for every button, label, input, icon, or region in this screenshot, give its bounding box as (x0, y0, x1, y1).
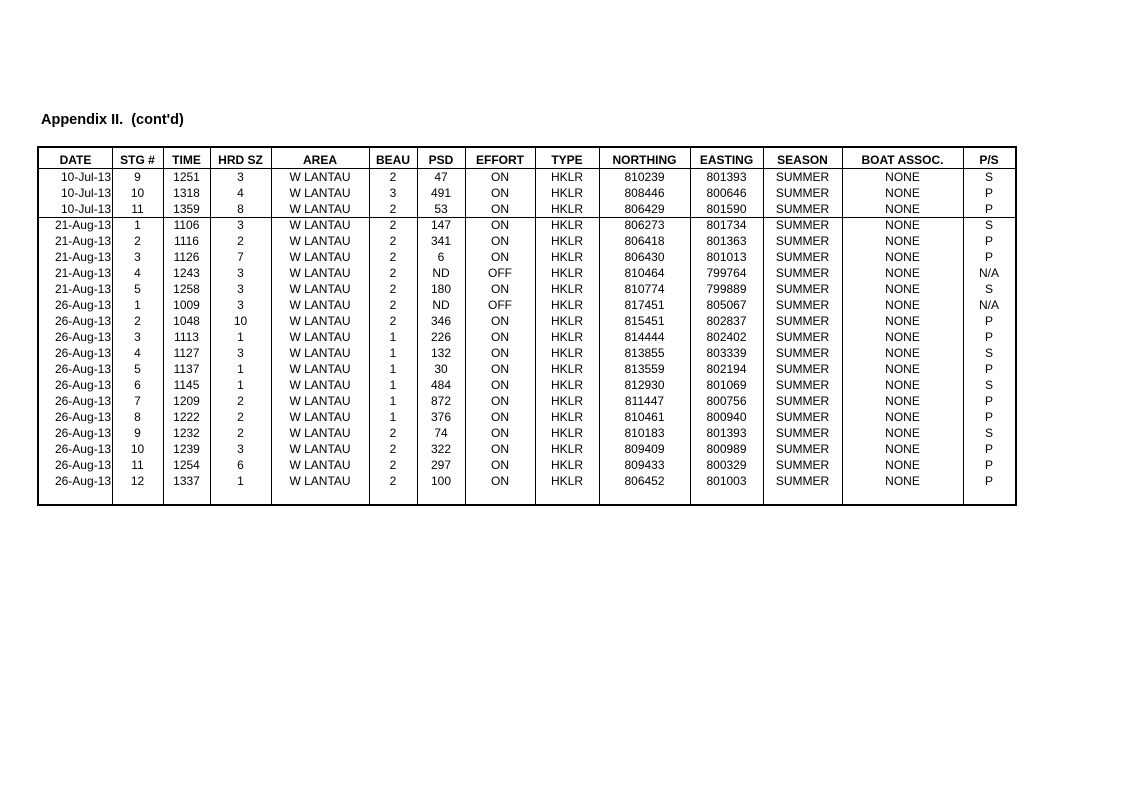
cell-easting: 803339 (706, 346, 747, 360)
cell-area: W LANTAU (289, 474, 351, 488)
cell-ps: P (984, 442, 993, 456)
cell-psd: 74 (434, 426, 448, 440)
column-header-beau: BEAU (375, 153, 410, 167)
cell-ps: P (984, 330, 993, 344)
cell-psd: 484 (430, 378, 452, 392)
cell-psd: 132 (430, 346, 452, 360)
cell-stg: 12 (130, 474, 145, 488)
column-header-psd: PSD (428, 153, 454, 167)
cell-effort: ON (491, 458, 509, 472)
cell-easting: 801590 (706, 202, 747, 216)
cell-date: 26-Aug-13 (54, 458, 111, 472)
cell-boat-assoc: NONE (885, 202, 920, 216)
cell-northing: 815451 (624, 314, 665, 328)
column-header-hrd-sz: HRD SZ (218, 153, 263, 167)
cell-time: 1145 (173, 378, 200, 392)
cell-area: W LANTAU (289, 170, 351, 184)
cell-time: 1239 (173, 442, 200, 456)
cell-stg: 10 (130, 442, 145, 456)
cell-time: 1243 (173, 266, 200, 280)
cell-psd: 491 (430, 186, 452, 200)
cell-psd: 180 (430, 282, 452, 296)
cell-boat-assoc: NONE (885, 458, 920, 472)
cell-time: 1232 (173, 426, 200, 440)
cell-stg: 7 (134, 394, 141, 408)
cell-time: 1106 (173, 218, 200, 232)
cell-ps: S (984, 346, 993, 360)
cell-stg: 2 (134, 234, 141, 248)
cell-season: SUMMER (775, 458, 830, 472)
cell-beau: 1 (389, 378, 397, 392)
cell-season: SUMMER (775, 362, 830, 376)
cell-effort: OFF (488, 298, 512, 312)
cell-northing: 806418 (624, 234, 665, 248)
cell-hrd-sz: 3 (237, 282, 244, 296)
cell-hrd-sz: 1 (237, 362, 244, 376)
cell-easting: 800329 (706, 458, 747, 472)
cell-date: 26-Aug-13 (54, 314, 111, 328)
cell-northing: 809409 (624, 442, 665, 456)
cell-type: HKLR (550, 170, 583, 184)
cell-season: SUMMER (775, 186, 830, 200)
cell-stg: 3 (134, 330, 141, 344)
cell-easting: 800989 (706, 442, 747, 456)
cell-stg: 3 (134, 250, 141, 264)
cell-boat-assoc: NONE (885, 218, 920, 232)
cell-season: SUMMER (775, 474, 830, 488)
cell-boat-assoc: NONE (885, 426, 920, 440)
cell-season: SUMMER (775, 378, 830, 392)
cell-date: 26-Aug-13 (54, 394, 111, 408)
cell-psd: 6 (437, 250, 445, 264)
cell-beau: 2 (389, 314, 397, 328)
cell-hrd-sz: 3 (237, 170, 244, 184)
cell-boat-assoc: NONE (885, 330, 920, 344)
cell-boat-assoc: NONE (885, 394, 920, 408)
cell-easting: 801013 (706, 250, 747, 264)
cell-season: SUMMER (775, 250, 830, 264)
cell-beau: 2 (389, 250, 397, 264)
cell-boat-assoc: NONE (885, 346, 920, 360)
cell-beau: 2 (389, 282, 397, 296)
cell-hrd-sz: 4 (237, 186, 244, 200)
cell-boat-assoc: NONE (885, 266, 920, 280)
cell-northing: 808446 (624, 186, 665, 200)
cell-type: HKLR (550, 426, 583, 440)
column-header-easting: EASTING (699, 153, 754, 167)
column-header-season: SEASON (777, 153, 828, 167)
cell-ps: S (984, 218, 993, 232)
cell-effort: ON (491, 170, 509, 184)
cell-easting: 800756 (706, 394, 747, 408)
cell-time: 1209 (173, 394, 200, 408)
cell-psd: 297 (430, 458, 452, 472)
cell-stg: 4 (134, 266, 141, 280)
cell-effort: ON (491, 362, 509, 376)
cell-effort: ON (491, 218, 509, 232)
cell-season: SUMMER (775, 170, 830, 184)
cell-area: W LANTAU (289, 282, 351, 296)
cell-northing: 806430 (624, 250, 665, 264)
cell-hrd-sz: 6 (237, 458, 244, 472)
cell-effort: ON (491, 474, 509, 488)
cell-season: SUMMER (775, 394, 830, 408)
cell-boat-assoc: NONE (885, 474, 920, 488)
cell-season: SUMMER (775, 314, 830, 328)
cell-northing: 817451 (624, 298, 665, 312)
cell-area: W LANTAU (289, 266, 351, 280)
cell-date: 10-Jul-13 (60, 202, 111, 216)
cell-area: W LANTAU (289, 186, 351, 200)
cell-area: W LANTAU (289, 394, 351, 408)
cell-boat-assoc: NONE (885, 378, 920, 392)
cell-effort: ON (491, 202, 509, 216)
cell-easting: 802194 (706, 362, 747, 376)
cell-time: 1222 (173, 410, 200, 424)
cell-date: 21-Aug-13 (54, 250, 111, 264)
cell-beau: 1 (389, 362, 397, 376)
cell-stg: 6 (134, 378, 141, 392)
cell-hrd-sz: 3 (237, 298, 244, 312)
cell-type: HKLR (550, 314, 583, 328)
cell-effort: ON (491, 442, 509, 456)
cell-ps: P (984, 362, 993, 376)
cell-beau: 1 (389, 410, 397, 424)
cell-area: W LANTAU (289, 378, 351, 392)
cell-northing: 806429 (624, 202, 665, 216)
cell-beau: 2 (389, 170, 397, 184)
cell-hrd-sz: 3 (237, 218, 244, 232)
cell-beau: 1 (389, 330, 397, 344)
cell-ps: N/A (978, 266, 999, 280)
cell-easting: 802837 (706, 314, 747, 328)
cell-beau: 2 (389, 266, 397, 280)
cell-area: W LANTAU (289, 426, 351, 440)
cell-beau: 3 (389, 186, 397, 200)
cell-time: 1137 (173, 362, 200, 376)
column-header-date: DATE (59, 153, 92, 167)
cell-hrd-sz: 2 (237, 394, 244, 408)
cell-northing: 812930 (624, 378, 665, 392)
cell-effort: ON (491, 378, 509, 392)
cell-type: HKLR (550, 282, 583, 296)
cell-hrd-sz: 3 (237, 346, 244, 360)
cell-beau: 2 (389, 458, 397, 472)
cell-northing: 806273 (624, 218, 665, 232)
cell-date: 26-Aug-13 (54, 346, 111, 360)
data-table (37, 146, 1017, 506)
cell-stg: 8 (134, 410, 141, 424)
cell-ps: P (984, 474, 993, 488)
cell-season: SUMMER (775, 346, 830, 360)
cell-hrd-sz: 3 (237, 442, 244, 456)
cell-area: W LANTAU (289, 458, 351, 472)
cell-area: W LANTAU (289, 234, 351, 248)
cell-easting: 800940 (706, 410, 747, 424)
cell-date: 10-Jul-13 (60, 170, 111, 184)
cell-stg: 2 (134, 314, 141, 328)
cell-hrd-sz: 1 (237, 474, 244, 488)
cell-stg: 1 (134, 298, 141, 312)
cell-ps: S (984, 282, 993, 296)
cell-psd: 341 (430, 234, 452, 248)
cell-easting: 799889 (706, 282, 747, 296)
cell-boat-assoc: NONE (885, 442, 920, 456)
cell-northing: 810774 (624, 282, 665, 296)
cell-psd: 346 (430, 314, 452, 328)
cell-type: HKLR (550, 186, 583, 200)
cell-ps: N/A (978, 298, 999, 312)
cell-hrd-sz: 10 (233, 314, 248, 328)
cell-date: 26-Aug-13 (54, 442, 111, 456)
cell-boat-assoc: NONE (885, 186, 920, 200)
cell-date: 21-Aug-13 (54, 218, 111, 232)
cell-type: HKLR (550, 266, 583, 280)
cell-time: 1337 (173, 474, 200, 488)
cell-stg: 5 (134, 362, 141, 376)
cell-northing: 806452 (624, 474, 665, 488)
cell-time: 1251 (173, 170, 200, 184)
cell-easting: 805067 (706, 298, 747, 312)
cell-stg: 1 (134, 218, 141, 232)
cell-date: 26-Aug-13 (54, 330, 111, 344)
column-header-time: TIME (172, 153, 201, 167)
cell-psd: ND (432, 298, 450, 312)
cell-season: SUMMER (775, 266, 830, 280)
cell-psd: 322 (430, 442, 452, 456)
cell-season: SUMMER (775, 442, 830, 456)
cell-hrd-sz: 7 (237, 250, 244, 264)
cell-ps: P (984, 250, 993, 264)
cell-psd: ND (432, 266, 450, 280)
cell-stg: 4 (134, 346, 141, 360)
cell-area: W LANTAU (289, 202, 351, 216)
cell-boat-assoc: NONE (885, 250, 920, 264)
cell-date: 26-Aug-13 (54, 378, 111, 392)
cell-psd: 147 (430, 218, 452, 232)
cell-area: W LANTAU (289, 330, 351, 344)
cell-date: 21-Aug-13 (54, 282, 111, 296)
cell-effort: ON (491, 410, 509, 424)
cell-easting: 801734 (706, 218, 747, 232)
cell-time: 1126 (173, 250, 200, 264)
cell-type: HKLR (550, 410, 583, 424)
cell-date: 21-Aug-13 (54, 266, 111, 280)
cell-effort: ON (491, 426, 509, 440)
cell-type: HKLR (550, 234, 583, 248)
cell-ps: P (984, 410, 993, 424)
cell-easting: 801393 (706, 170, 747, 184)
cell-effort: ON (491, 250, 509, 264)
cell-psd: 100 (430, 474, 452, 488)
cell-beau: 2 (389, 474, 397, 488)
cell-date: 26-Aug-13 (54, 426, 111, 440)
cell-northing: 813855 (624, 346, 665, 360)
cell-boat-assoc: NONE (885, 282, 920, 296)
cell-date: 26-Aug-13 (54, 410, 111, 424)
cell-date: 26-Aug-13 (54, 362, 111, 376)
cell-area: W LANTAU (289, 410, 351, 424)
cell-season: SUMMER (775, 218, 830, 232)
cell-easting: 801363 (706, 234, 747, 248)
cell-ps: P (984, 458, 993, 472)
appendix-heading: Appendix II. (cont'd) (41, 112, 184, 128)
cell-hrd-sz: 1 (237, 330, 244, 344)
cell-stg: 5 (134, 282, 141, 296)
cell-hrd-sz: 1 (237, 378, 244, 392)
cell-beau: 2 (389, 218, 397, 232)
cell-psd: 53 (434, 202, 448, 216)
cell-stg: 9 (134, 170, 141, 184)
cell-ps: S (984, 170, 993, 184)
cell-hrd-sz: 8 (237, 202, 244, 216)
cell-date: 21-Aug-13 (54, 234, 111, 248)
cell-beau: 2 (389, 298, 397, 312)
cell-ps: S (984, 378, 993, 392)
cell-hrd-sz: 2 (237, 426, 244, 440)
cell-time: 1009 (173, 298, 200, 312)
cell-psd: 47 (434, 170, 448, 184)
cell-boat-assoc: NONE (885, 298, 920, 312)
cell-psd: 30 (434, 362, 448, 376)
cell-type: HKLR (550, 346, 583, 360)
cell-season: SUMMER (775, 234, 830, 248)
cell-northing: 809433 (624, 458, 665, 472)
cell-beau: 2 (389, 442, 397, 456)
cell-season: SUMMER (775, 202, 830, 216)
cell-northing: 810461 (624, 410, 665, 424)
cell-northing: 810464 (624, 266, 665, 280)
cell-effort: ON (491, 234, 509, 248)
column-header-northing: NORTHING (612, 153, 677, 167)
cell-ps: P (984, 394, 993, 408)
cell-effort: ON (491, 314, 509, 328)
cell-boat-assoc: NONE (885, 314, 920, 328)
cell-date: 10-Jul-13 (60, 186, 111, 200)
cell-northing: 811447 (624, 394, 665, 408)
cell-type: HKLR (550, 218, 583, 232)
cell-type: HKLR (550, 458, 583, 472)
cell-ps: P (984, 186, 993, 200)
cell-type: HKLR (550, 442, 583, 456)
cell-area: W LANTAU (289, 346, 351, 360)
cell-stg: 10 (130, 186, 145, 200)
cell-ps: P (984, 314, 993, 328)
cell-ps: P (984, 202, 993, 216)
cell-boat-assoc: NONE (885, 362, 920, 376)
cell-easting: 800646 (706, 186, 747, 200)
cell-time: 1113 (174, 330, 199, 344)
column-header-stg: STG # (120, 153, 155, 167)
cell-time: 1318 (173, 186, 200, 200)
cell-type: HKLR (550, 474, 583, 488)
cell-time: 1048 (173, 314, 200, 328)
cell-hrd-sz: 3 (237, 266, 244, 280)
cell-type: HKLR (550, 298, 583, 312)
cell-stg: 11 (131, 458, 144, 472)
cell-beau: 2 (389, 202, 397, 216)
cell-psd: 872 (430, 394, 452, 408)
column-header-area: AREA (302, 153, 337, 167)
cell-hrd-sz: 2 (237, 410, 244, 424)
cell-area: W LANTAU (289, 218, 351, 232)
cell-psd: 226 (430, 330, 452, 344)
column-header-type: TYPE (551, 153, 583, 167)
column-header-ps: P/S (979, 153, 999, 167)
cell-boat-assoc: NONE (885, 234, 920, 248)
cell-season: SUMMER (775, 426, 830, 440)
cell-area: W LANTAU (289, 442, 351, 456)
cell-northing: 810183 (624, 426, 665, 440)
cell-effort: ON (491, 186, 509, 200)
cell-easting: 802402 (706, 330, 747, 344)
cell-type: HKLR (550, 202, 583, 216)
cell-easting: 801003 (706, 474, 747, 488)
cell-effort: ON (491, 394, 509, 408)
cell-type: HKLR (550, 330, 583, 344)
cell-easting: 799764 (706, 266, 747, 280)
cell-hrd-sz: 2 (237, 234, 244, 248)
cell-stg: 9 (134, 426, 141, 440)
cell-season: SUMMER (775, 282, 830, 296)
cell-area: W LANTAU (289, 362, 351, 376)
cell-ps: S (984, 426, 993, 440)
cell-season: SUMMER (775, 298, 830, 312)
cell-season: SUMMER (775, 330, 830, 344)
cell-effort: ON (491, 282, 509, 296)
cell-ps: P (984, 234, 993, 248)
cell-time: 1127 (173, 346, 200, 360)
cell-beau: 1 (389, 346, 397, 360)
cell-type: HKLR (550, 362, 583, 376)
cell-easting: 801069 (706, 378, 747, 392)
cell-boat-assoc: NONE (885, 170, 920, 184)
cell-date: 26-Aug-13 (54, 298, 111, 312)
cell-date: 26-Aug-13 (54, 474, 111, 488)
cell-northing: 814444 (624, 330, 665, 344)
cell-beau: 2 (389, 426, 397, 440)
cell-area: W LANTAU (289, 298, 351, 312)
cell-beau: 2 (389, 234, 397, 248)
column-header-boat-assoc: BOAT ASSOC. (861, 153, 944, 167)
cell-time: 1254 (173, 458, 200, 472)
cell-northing: 813559 (624, 362, 665, 376)
column-header-effort: EFFORT (476, 153, 524, 167)
cell-beau: 1 (389, 394, 397, 408)
cell-area: W LANTAU (289, 250, 351, 264)
cell-time: 1359 (173, 202, 200, 216)
cell-effort: ON (491, 346, 509, 360)
cell-time: 1258 (173, 282, 200, 296)
cell-boat-assoc: NONE (885, 410, 920, 424)
cell-stg: 11 (131, 202, 144, 216)
cell-easting: 801393 (706, 426, 747, 440)
cell-type: HKLR (550, 394, 583, 408)
cell-northing: 810239 (624, 170, 665, 184)
cell-psd: 376 (430, 410, 452, 424)
cell-type: HKLR (550, 378, 583, 392)
cell-season: SUMMER (775, 410, 830, 424)
cell-type: HKLR (550, 250, 583, 264)
cell-effort: ON (491, 330, 509, 344)
cell-effort: OFF (488, 266, 512, 280)
cell-time: 1116 (174, 234, 199, 248)
cell-area: W LANTAU (289, 314, 351, 328)
